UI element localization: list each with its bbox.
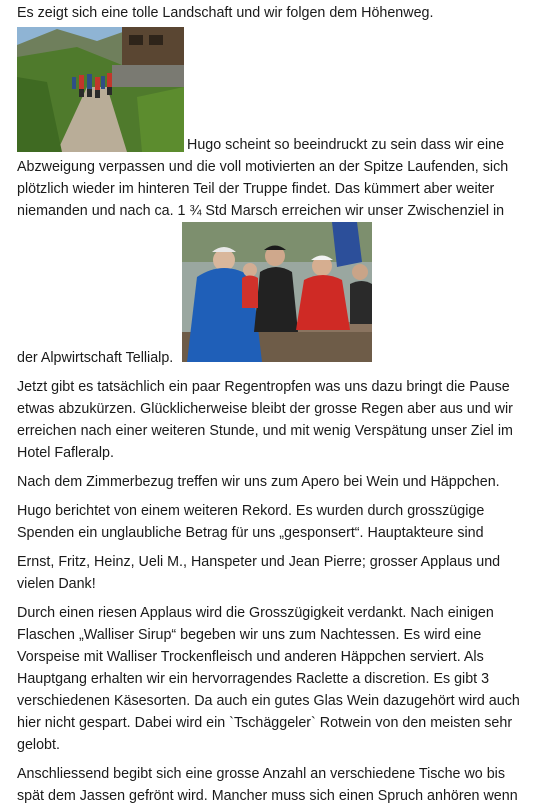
para3-text: Nach dem Zimmerbezug treffen wir uns zum Apero bei Wein und Häppchen.: [17, 474, 500, 490]
para5-line-1: Ernst, Fritz, Heinz, Ueli M., Hanspeter und Jean Pierre; grosser Applaus und: [17, 554, 501, 570]
para6-line-3: Vorspeise mit Walliser Trockenfleisch und anderen Häppchen serviert. Als: [17, 649, 484, 665]
para2-line-1: Jetzt gibt es tatsächlich ein paar Regentropfen was uns dazu bringt die Pause: [17, 379, 510, 395]
alp-restaurant-photo: [182, 222, 372, 362]
para2-line-2: etwas abzukürzen. Glücklicherweise bleibt der grosse Regen aber aus und wir: [17, 401, 513, 417]
para2-line-4: Hotel Fafleralp.: [17, 445, 114, 461]
para1-line-2: Abzweigung verpassen und die voll motivierten an der Spitze Laufenden, sich: [17, 159, 509, 175]
para6-line-5: verschiedenen Käsesorten. Da auch ein gutes Glas Wein dazugehört wird auch: [17, 693, 520, 709]
para5-line-2: vielen Dank!: [17, 576, 96, 592]
hiking-trail-photo: [17, 27, 184, 152]
para1-line-1: Hugo scheint so beeindruckt zu sein dass wir eine: [187, 137, 505, 153]
para6-line-2: Flaschen „Walliser Sirup“ begeben wir uns zum Nachtessen. Es wird eine: [17, 627, 482, 643]
para1-line-5: der Alpwirtschaft Tellialp.: [17, 350, 174, 366]
para1-line-4: niemanden und nach ca. 1 ¾ Std Marsch erreichen wir unser Zwischenziel in: [17, 203, 505, 219]
para6-line-7: gelobt.: [17, 737, 60, 753]
para4-line-2: Spenden ein unglaubliche Betrag für uns „gesponsert“. Hauptakteure sind: [17, 525, 484, 541]
para7-line-2: spät dem Jassen gefrönt wird. Mancher muss sich einen Spruch anhören wenn: [17, 788, 518, 804]
para7-line-1: Anschliessend begibt sich eine grosse Anzahl an verschiedene Tische wo bis: [17, 766, 505, 782]
para1-line-3: plötzlich wieder im hinteren Teil der Truppe findet. Das kümmert aber weiter: [17, 181, 495, 197]
para6-line-1: Durch einen riesen Applaus wird die Grosszügigkeit verdankt. Nach einigen: [17, 605, 494, 621]
para2-line-3: erreichen nach einer weiteren Stunde, und mit wenig Verspätung unser Ziel im: [17, 423, 513, 439]
para6-line-6: hier nicht gespart. Dabei wird ein `Tschäggeler` Rotwein von den meisten sehr: [17, 715, 513, 731]
para6-line-4: Hauptgang erhalten wir ein hervorragendes Raclette a discretion. Es gibt 3: [17, 671, 490, 687]
intro-text: Es zeigt sich eine tolle Landschaft und wir folgen dem Höhenweg.: [17, 5, 434, 21]
para4-line-1: Hugo berichtet von einem weiteren Rekord. Es wurden durch grosszügige: [17, 503, 485, 519]
